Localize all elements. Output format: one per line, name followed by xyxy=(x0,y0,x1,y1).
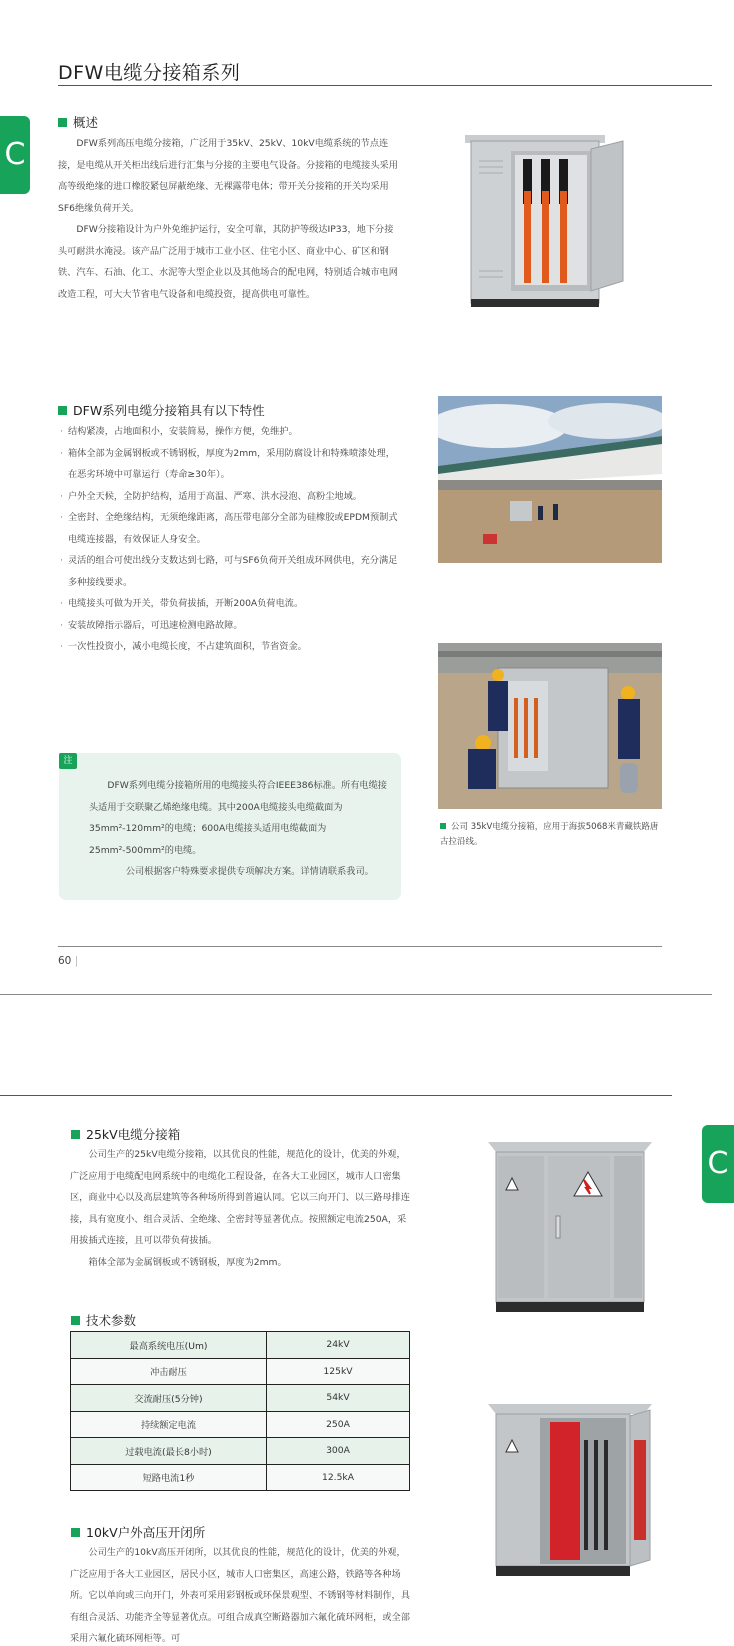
feature-item: · 结构紧凑，占地面积小，安装简易，操作方便，免维护。 xyxy=(62,421,404,443)
param-name: 交流耐压(5分钟) xyxy=(71,1385,267,1412)
overview-heading: 概述 xyxy=(58,113,98,131)
heading-marker xyxy=(71,1316,80,1325)
cabinet-red-interior-photo xyxy=(484,1400,656,1578)
note-box xyxy=(59,753,401,900)
cabinet-closed-photo xyxy=(484,1138,656,1314)
page2-top-rule xyxy=(0,1095,672,1096)
page-title: DFW电缆分接箱系列 xyxy=(58,62,241,84)
table-row xyxy=(71,1332,410,1359)
note-paragraph-2: 公司根据客户特殊要求提供专项解决方案。详情请联系我司。 xyxy=(125,866,374,877)
param-value: 24kV xyxy=(267,1332,410,1359)
param-value: 250A xyxy=(267,1411,410,1438)
overview-body xyxy=(58,133,400,305)
overview-paragraph-1: DFW系列高压电缆分接箱，广泛用于35kV、25kV、10kV电缆系统的节点连接，是电缆从开关柜出线后进行汇集与分接的主要电气设备。分接箱的电缆接头采用高等级绝缘的进口橡胶紧包屏蔽绝缘、无裸露带电体；带开关分接箱的开关均采用SF6绝缘负荷开关。 xyxy=(58,138,398,214)
params-table xyxy=(70,1331,410,1491)
param-name: 过载电流(最长8小时) xyxy=(71,1438,267,1465)
box25-body xyxy=(70,1144,412,1273)
section-tab: C xyxy=(0,116,30,194)
table-row xyxy=(71,1438,410,1465)
overview-paragraph-2: DFW分接箱设计为户外免维护运行，安全可靠，其防护等级达IP33，地下分接头可耐洪水淹浸。该产品广泛用于城市工业小区、住宅小区、商业中心、矿区和钢铁、汽车、石油、化工、水泥等大型企业以及其他场合的配电网，特别适合城市电网改造工程，可大大节省电气设备和电缆投资，提高供电可靠性。 xyxy=(58,224,398,300)
param-name: 持续额定电流 xyxy=(71,1411,267,1438)
param-value: 300A xyxy=(267,1438,410,1465)
table-row xyxy=(71,1385,410,1412)
features-heading: DFW系列电缆分接箱具有以下特性 xyxy=(58,401,265,419)
feature-item: · 箱体全部为金属钢板或不锈钢板，厚度为2mm，采用防腐设计和特殊喷漆处理，在恶劣环境中可靠运行（寿命≥30年）。 xyxy=(62,443,404,486)
heading-marker xyxy=(71,1130,80,1139)
param-name: 冲击耐压 xyxy=(71,1358,267,1385)
table-row xyxy=(71,1464,410,1491)
box25-paragraph-1: 公司生产的25kV电缆分接箱，以其优良的性能，规范化的设计，优美的外观，广泛应用于电缆配电网系统中的电缆化工程设备，在各大工业园区，城市人口密集区，商业中心以及高层建筑等各种场所得到普遍认同。它以三向开门、以三路母排连接，具有宽度小、组合灵活、全绝缘、全密封等显著优点。按照额定电流250A，采用拔插式连接，且可以带负荷拔插。 xyxy=(70,1149,410,1246)
switch10-heading: 10kV户外高压开闭所 xyxy=(71,1523,205,1541)
feature-item: · 安装故障指示器后，可迅速检测电路故障。 xyxy=(62,615,404,637)
table-row xyxy=(71,1358,410,1385)
note-body xyxy=(89,775,389,883)
box25-heading: 25kV电缆分接箱 xyxy=(71,1125,180,1143)
photo-caption: 公司 35kV电缆分接箱，应用于海拔5068米青藏铁路唐古拉沿线。 xyxy=(440,822,659,847)
section-tab-right: C xyxy=(702,1125,734,1203)
table-row xyxy=(71,1411,410,1438)
box25-paragraph-2: 箱体全部为金属钢板或不锈钢板，厚度为2mm。 xyxy=(88,1256,287,1268)
param-value: 125kV xyxy=(267,1358,410,1385)
caption-marker xyxy=(440,823,446,829)
params-heading: 技术参数 xyxy=(71,1311,136,1329)
heading-marker xyxy=(71,1528,80,1537)
feature-item: · 电缆接头可做为开关，带负荷拔插，开断200A负荷电流。 xyxy=(62,593,404,615)
footer-rule xyxy=(58,946,662,947)
param-name: 最高系统电压(Um) xyxy=(71,1332,267,1359)
param-name: 短路电流1秒 xyxy=(71,1464,267,1491)
param-value: 54kV xyxy=(267,1385,410,1412)
feature-item: · 一次性投资小，减小电缆长度，不占建筑面积，节省资金。 xyxy=(62,636,404,658)
features-list xyxy=(62,421,404,658)
switch10-paragraph-1: 公司生产的10kV高压开闭所，以其优良的性能，规范化的设计，优美的外观，广泛应用于各大工业园区，居民小区，城市人口密集区，高速公路，铁路等各种场所。它以单向或三向开门，外表可采用彩钢板或环保景观型、不锈钢等材料制作，具有组合灵活、功能齐全等显著优点。可组合成真空断路器加六氟化硫环网柜，或全部采用六氟化硫环网柜等。可 xyxy=(70,1547,410,1644)
feature-item: · 户外全天候，全防护结构，适用于高温、严寒、洪水浸泡、高粉尘地域。 xyxy=(62,486,404,508)
workers-installation-photo xyxy=(438,643,662,809)
heading-marker xyxy=(58,406,67,415)
feature-item: · 全密封、全绝缘结构，无须绝缘距离，高压带电部分全部为硅橡胶或EPDM预制式电缆连接器，有效保证人身安全。 xyxy=(62,507,404,550)
page-divider xyxy=(0,994,712,995)
feature-item: · 灵活的组合可使出线分支数达到七路，可与SF6负荷开关组成环网供电，充分满足多种接线要求。 xyxy=(62,550,404,593)
param-value: 12.5kA xyxy=(267,1464,410,1491)
note-tag: 注 xyxy=(59,753,77,769)
note-paragraph-1: DFW系列电缆分接箱所用的电缆接头符合IEEE386标准。所有电缆接头适用于交联聚乙烯绝缘电缆。其中200A电缆接头电缆截面为35mm²-120mm²的电缆；600A电缆接头适用电缆截面为25mm²-500mm²的电缆。 xyxy=(89,780,387,856)
switch10-body xyxy=(70,1542,412,1646)
railway-train-photo xyxy=(438,396,662,563)
page-number: 60 | xyxy=(58,955,79,967)
heading-marker xyxy=(58,118,67,127)
title-rule xyxy=(58,85,712,86)
cabinet-open-photo xyxy=(463,131,638,311)
